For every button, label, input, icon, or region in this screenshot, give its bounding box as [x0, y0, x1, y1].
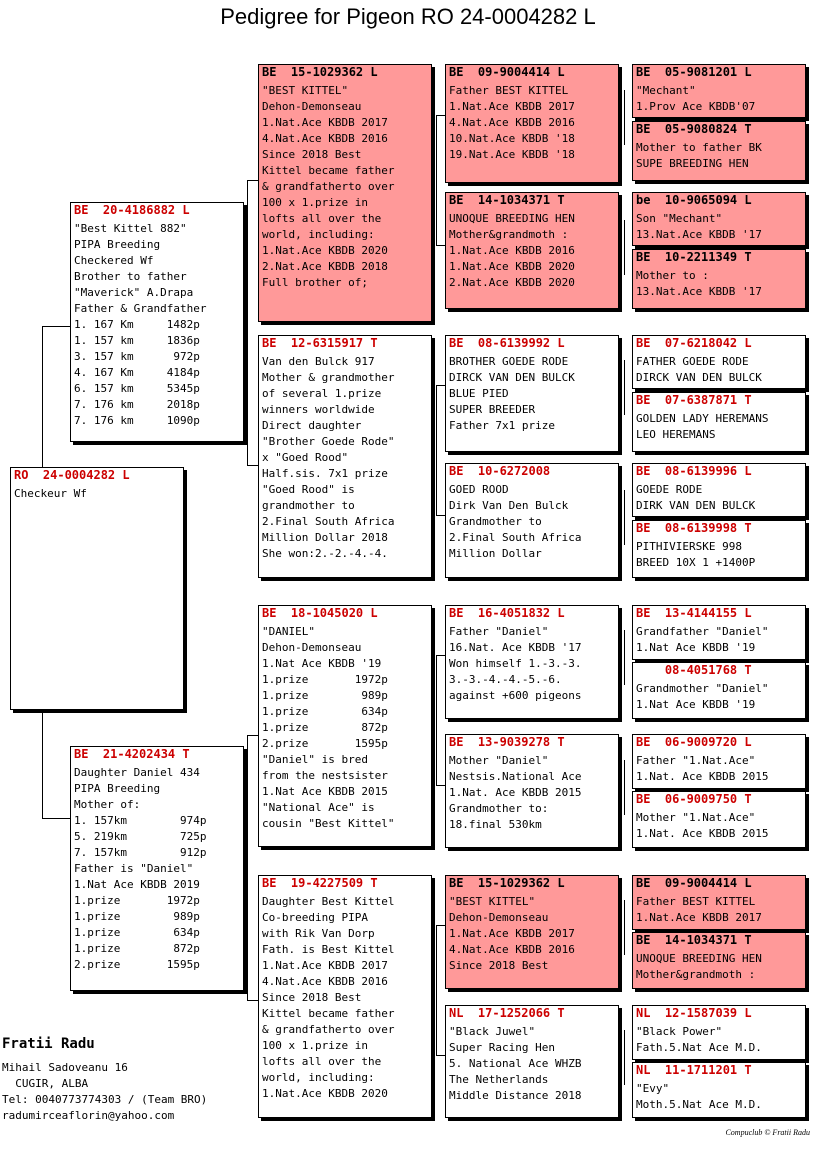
- card-notes: [446, 750, 618, 833]
- note-line: Brother to father: [74, 270, 187, 283]
- note-line: PIPA Breeding: [74, 782, 161, 795]
- note-line: 1.Prov Ace KBDB'07: [636, 100, 756, 113]
- note-line: Mother to father BK: [636, 141, 762, 154]
- note-line: from the nestsister: [262, 769, 388, 782]
- note-line: 1.Nat.Ace KBDB 2016: [449, 244, 575, 257]
- ring-number: BE 14-1034371 T: [449, 193, 565, 207]
- great-great-grandparent-card[interactable]: [632, 121, 806, 181]
- great-grandparent-card[interactable]: [445, 1005, 619, 1118]
- note-line: Grandmother to:: [449, 802, 549, 815]
- note-line: Middle Distance 2018: [449, 1089, 582, 1102]
- note-line: Full brother of;: [262, 276, 368, 289]
- connector-line: [436, 115, 437, 245]
- note-line: GOED ROOD: [449, 483, 509, 496]
- connector-line: [436, 245, 445, 246]
- ring-number: BE 15-1029362 L: [449, 876, 565, 890]
- ring-number: BE 15-1029362 L: [262, 65, 378, 79]
- subject-pigeon-card[interactable]: [10, 467, 184, 710]
- card-notes: [633, 891, 805, 926]
- ring-number: BE 18-1045020 L: [262, 606, 378, 620]
- note-line: 1.prize 634p: [262, 705, 388, 718]
- owner-phone: Tel: 0040773774303 / (Team BRO): [2, 1093, 208, 1106]
- note-line: FATHER GOEDE RODE: [636, 355, 749, 368]
- card-notes: [633, 351, 805, 386]
- note-line: Mother "1.Nat.Ace": [636, 811, 756, 824]
- connector-line: [247, 180, 258, 181]
- card-notes: [446, 80, 618, 163]
- note-line: & grandfatherto over: [262, 1023, 395, 1036]
- connector-line: [42, 326, 70, 327]
- ring-number: BE 20-4186882 L: [74, 203, 190, 217]
- connector-line: [436, 925, 445, 926]
- note-line: Fath.5.Nat Ace M.D.: [636, 1041, 762, 1054]
- note-line: Mother & grandmother: [262, 371, 395, 384]
- note-line: 13.Nat.Ace KBDB '17: [636, 228, 762, 241]
- ring-number: BE 13-4144155 L: [636, 606, 752, 620]
- note-line: Won himself 1.-3.-3.: [449, 657, 582, 670]
- connector-line: [436, 385, 437, 515]
- note-line: of several 1.prize: [262, 387, 382, 400]
- card-notes: [11, 483, 183, 502]
- great-grandparent-card[interactable]: [445, 605, 619, 719]
- note-line: 1.Nat Ace KBDB '19: [636, 698, 756, 711]
- ring-number: BE 05-9080824 T: [636, 122, 752, 136]
- great-grandparent-card[interactable]: [445, 734, 619, 848]
- note-line: 1.Nat.Ace KBDB 2017: [262, 116, 388, 129]
- connector-line: [624, 900, 625, 955]
- card-notes: [633, 948, 805, 983]
- note-line: "Maverick" A.Drapa: [74, 286, 194, 299]
- maternal-grandmother-card[interactable]: [258, 875, 432, 1118]
- note-line: "Goed Rood" is: [262, 483, 355, 496]
- note-line: Fath. is Best Kittel: [262, 943, 395, 956]
- note-line: grandmother to: [262, 499, 355, 512]
- card-notes: [446, 621, 618, 704]
- note-line: Since 2018 Best: [262, 148, 362, 161]
- connector-line: [247, 180, 248, 465]
- note-line: winners worldwide: [262, 403, 375, 416]
- note-line: 3.-3.-4.-4.-5.-6.: [449, 673, 562, 686]
- note-line: Moth.5.Nat Ace M.D.: [636, 1098, 762, 1111]
- great-great-grandparent-card[interactable]: [632, 392, 806, 452]
- note-line: GOEDE RODE: [636, 483, 703, 496]
- great-great-grandparent-card[interactable]: [632, 1062, 806, 1118]
- note-line: "DANIEL": [262, 625, 315, 638]
- note-line: 5. 219km 725p: [74, 830, 207, 843]
- note-line: PIPA Breeding: [74, 238, 161, 251]
- note-line: lofts all over the: [262, 212, 382, 225]
- great-great-grandparent-card[interactable]: [632, 463, 806, 517]
- note-line: DIRCK VAN DEN BULCK: [449, 371, 575, 384]
- note-line: Dehon-Demonseau: [262, 100, 362, 113]
- note-line: 7. 157km 912p: [74, 846, 207, 859]
- note-line: Father 7x1 prize: [449, 419, 555, 432]
- card-notes: [633, 750, 805, 785]
- father-card[interactable]: [70, 202, 244, 442]
- connector-line: [624, 490, 625, 545]
- note-line: Grandfather "Daniel": [636, 625, 769, 638]
- note-line: Direct daughter: [262, 419, 362, 432]
- great-great-grandparent-card[interactable]: [632, 64, 806, 118]
- note-line: "National Ace" is: [262, 801, 375, 814]
- note-line: 1. 157 km 1836p: [74, 334, 200, 347]
- great-grandparent-card[interactable]: [445, 335, 619, 452]
- note-line: against +600 pigeons: [449, 689, 582, 702]
- ring-number: NL 11-1711201 T: [636, 1063, 752, 1077]
- note-line: 1.Nat Ace KBDB 2015: [262, 785, 388, 798]
- note-line: Dehon-Demonseau: [262, 641, 362, 654]
- note-line: UNOQUE BREEDING HEN: [449, 212, 575, 225]
- note-line: She won:2.-2.-4.-4.: [262, 547, 388, 560]
- ring-number: BE 07-6387871 T: [636, 393, 752, 407]
- note-line: Mother&grandmoth :: [449, 228, 569, 241]
- card-notes: [446, 1021, 618, 1104]
- note-line: x "Goed Rood": [262, 451, 349, 464]
- note-line: 4.Nat.Ace KBDB 2016: [449, 943, 575, 956]
- card-notes: [446, 351, 618, 434]
- note-line: 1.Nat Ace KBDB '19: [636, 641, 756, 654]
- note-line: Grandmother to: [449, 515, 542, 528]
- note-line: 100 x 1.prize in: [262, 196, 368, 209]
- note-line: 3. 157 km 972p: [74, 350, 200, 363]
- card-notes: [259, 621, 431, 832]
- note-line: "Black Power": [636, 1025, 723, 1038]
- ring-number: BE 16-4051832 L: [449, 606, 565, 620]
- ring-number: BE 14-1034371 T: [636, 933, 752, 947]
- ring-number: BE 19-4227509 T: [262, 876, 378, 890]
- card-notes: [633, 678, 805, 713]
- paternal-grandfather-card[interactable]: [258, 64, 432, 322]
- note-line: Dehon-Demonseau: [449, 911, 549, 924]
- card-notes: [446, 479, 618, 562]
- owner-address-line1: Mihail Sadoveanu 16: [2, 1061, 128, 1074]
- note-line: The Netherlands: [449, 1073, 549, 1086]
- note-line: 4. 167 Km 4184p: [74, 366, 200, 379]
- connector-line: [624, 220, 625, 275]
- note-line: 2.Final South Africa: [262, 515, 395, 528]
- note-line: Since 2018 Best: [262, 991, 362, 1004]
- connector-line: [247, 735, 248, 1000]
- great-grandparent-card[interactable]: [445, 875, 619, 989]
- note-line: BREED 10X 1 +1400P: [636, 556, 756, 569]
- note-line: 4.Nat.Ace KBDB 2016: [449, 116, 575, 129]
- note-line: "Black Juwel": [449, 1025, 536, 1038]
- connector-line: [436, 925, 437, 1055]
- great-great-grandparent-card[interactable]: [632, 249, 806, 309]
- note-line: "BEST KITTEL": [449, 895, 536, 908]
- card-notes: [633, 807, 805, 842]
- card-notes: [633, 621, 805, 656]
- note-line: BLUE PIED: [449, 387, 509, 400]
- note-line: GOLDEN LADY HEREMANS: [636, 412, 769, 425]
- great-great-grandparent-card[interactable]: [632, 335, 806, 389]
- note-line: 10.Nat.Ace KBDB '18: [449, 132, 575, 145]
- ring-number: BE 09-9004414 L: [449, 65, 565, 79]
- connector-line: [624, 90, 625, 145]
- note-line: 2.Final South Africa: [449, 531, 582, 544]
- card-notes: [633, 137, 805, 172]
- note-line: Checkered Wf: [74, 254, 154, 267]
- note-line: 7. 176 km 2018p: [74, 398, 200, 411]
- great-great-grandparent-card[interactable]: [632, 875, 806, 930]
- card-notes: [633, 1021, 805, 1056]
- connector-line: [436, 1055, 445, 1056]
- note-line: 1.Nat.Ace KBDB 2017: [449, 927, 575, 940]
- note-line: 1.Nat.Ace KBDB 2017: [449, 100, 575, 113]
- ring-number: BE 09-9004414 L: [636, 876, 752, 890]
- note-line: 19.Nat.Ace KBDB '18: [449, 148, 575, 161]
- note-line: UNOQUE BREEDING HEN: [636, 952, 762, 965]
- card-notes: [633, 1078, 805, 1113]
- ring-number: BE 12-6315917 T: [262, 336, 378, 350]
- ring-number: BE 07-6218042 L: [636, 336, 752, 350]
- card-notes: [259, 891, 431, 1102]
- ring-number: BE 08-6139992 L: [449, 336, 565, 350]
- note-line: 1. 167 Km 1482p: [74, 318, 200, 331]
- note-line: 6. 157 km 5345p: [74, 382, 200, 395]
- ring-number: BE 10-6272008: [449, 464, 551, 478]
- note-line: Mother of:: [74, 798, 141, 811]
- note-line: 1.prize 1972p: [74, 894, 200, 907]
- great-grandparent-card[interactable]: [445, 64, 619, 183]
- note-line: 1.prize 872p: [262, 721, 388, 734]
- great-great-grandparent-card[interactable]: [632, 1005, 806, 1060]
- note-line: 1.prize 872p: [74, 942, 200, 955]
- connector-line: [42, 818, 70, 819]
- note-line: Million Dollar: [449, 547, 542, 560]
- note-line: 1.Nat. Ace KBDB 2015: [636, 770, 769, 783]
- footer-credit: Compuclub © Fratii Radu: [725, 1128, 810, 1137]
- connector-line: [436, 115, 445, 116]
- great-great-grandparent-card[interactable]: [632, 520, 806, 578]
- note-line: Super Racing Hen: [449, 1041, 555, 1054]
- note-line: Kittel became father: [262, 1007, 395, 1020]
- note-line: DIRCK VAN DEN BULCK: [636, 371, 762, 384]
- note-line: 4.Nat.Ace KBDB 2016: [262, 975, 388, 988]
- note-line: "Brother Goede Rode": [262, 435, 395, 448]
- connector-line: [247, 465, 258, 466]
- connector-line: [42, 326, 43, 468]
- note-line: 1.Nat Ace KBDB '19: [262, 657, 382, 670]
- great-great-grandparent-card[interactable]: [632, 932, 806, 989]
- note-line: Daughter Daniel 434: [74, 766, 200, 779]
- note-line: 7. 176 km 1090p: [74, 414, 200, 427]
- note-line: DIRK VAN DEN BULCK: [636, 499, 756, 512]
- connector-line: [436, 655, 445, 656]
- page-title: Pedigree for Pigeon RO 24-0004282 L: [220, 4, 596, 29]
- card-notes: [259, 351, 431, 562]
- note-line: "Best Kittel 882": [74, 222, 187, 235]
- note-line: Million Dollar 2018: [262, 531, 388, 544]
- card-notes: [446, 208, 618, 291]
- note-line: 1.prize 1972p: [262, 673, 388, 686]
- card-notes: [446, 891, 618, 974]
- note-line: 1.Nat. Ace KBDB 2015: [636, 827, 769, 840]
- note-line: Father BEST KITTEL: [636, 895, 756, 908]
- note-line: 1.prize 989p: [74, 910, 200, 923]
- note-line: Since 2018 Best: [449, 959, 549, 972]
- ring-number: NL 12-1587039 L: [636, 1006, 752, 1020]
- connector-line: [436, 385, 445, 386]
- note-line: 100 x 1.prize in: [262, 1039, 368, 1052]
- note-line: Mother to :: [636, 269, 709, 282]
- ring-number: BE 21-4202434 T: [74, 747, 190, 761]
- note-line: Van den Bulck 917: [262, 355, 375, 368]
- note-line: SUPE BREEDING HEN: [636, 157, 749, 170]
- paternal-grandmother-card[interactable]: [258, 335, 432, 578]
- note-line: Mother&grandmoth :: [636, 968, 756, 981]
- note-line: BROTHER GOEDE RODE: [449, 355, 569, 368]
- ring-number: BE 06-9009750 T: [636, 792, 752, 806]
- note-line: SUPER BREEDER: [449, 403, 536, 416]
- note-line: 1.Nat.Ace KBDB 2017: [262, 959, 388, 972]
- note-line: 1.Nat.Ace KBDB 2020: [262, 244, 388, 257]
- note-line: Mother "Daniel": [449, 754, 549, 767]
- card-notes: [633, 408, 805, 443]
- note-line: Father "Daniel": [449, 625, 549, 638]
- note-line: Checkeur Wf: [14, 487, 87, 500]
- note-line: lofts all over the: [262, 1055, 382, 1068]
- note-line: 1.Nat. Ace KBDB 2015: [449, 786, 582, 799]
- owner-email[interactable]: radumirceaflorin@yahoo.com: [2, 1109, 175, 1122]
- great-great-grandparent-card[interactable]: [632, 192, 806, 246]
- note-line: 1.prize 634p: [74, 926, 200, 939]
- note-line: 13.Nat.Ace KBDB '17: [636, 285, 762, 298]
- great-great-grandparent-card[interactable]: [632, 734, 806, 789]
- note-line: world, including:: [262, 1071, 375, 1084]
- note-line: 1.Nat Ace KBDB 2019: [74, 878, 200, 891]
- connector-line: [624, 360, 625, 415]
- connector-line: [624, 1030, 625, 1085]
- note-line: Son "Mechant": [636, 212, 723, 225]
- ring-number: be 10-9065094 L: [636, 193, 752, 207]
- note-line: Nestsis.National Ace: [449, 770, 582, 783]
- ring-number: RO 24-0004282 L: [14, 468, 130, 482]
- card-notes: [633, 208, 805, 243]
- card-notes: [633, 80, 805, 115]
- note-line: 1. 157km 974p: [74, 814, 207, 827]
- note-line: Dirk Van Den Bulck: [449, 499, 569, 512]
- note-line: 2.Nat.Ace KBDB 2018: [262, 260, 388, 273]
- note-line: & grandfatherto over: [262, 180, 395, 193]
- great-great-grandparent-card[interactable]: [632, 662, 806, 719]
- ring-number: BE 13-9039278 T: [449, 735, 565, 749]
- card-notes: [71, 762, 243, 973]
- note-line: with Rik Van Dorp: [262, 927, 375, 940]
- ring-number: BE 08-6139998 T: [636, 521, 752, 535]
- connector-line: [436, 785, 445, 786]
- note-line: "Mechant": [636, 84, 696, 97]
- card-notes: [633, 265, 805, 300]
- note-line: 5. National Ace WHZB: [449, 1057, 582, 1070]
- card-notes: [71, 218, 243, 429]
- connector-line: [436, 515, 445, 516]
- note-line: 1.Nat.Ace KBDB 2017: [636, 911, 762, 924]
- note-line: 2.prize 1595p: [74, 958, 200, 971]
- note-line: Co-breeding PIPA: [262, 911, 368, 924]
- note-line: LEO HEREMANS: [636, 428, 716, 441]
- note-line: 2.prize 1595p: [262, 737, 388, 750]
- note-line: Grandmother "Daniel": [636, 682, 769, 695]
- owner-address-line2: CUGIR, ALBA: [2, 1077, 89, 1090]
- owner-name: Fratii Radu: [2, 1036, 95, 1052]
- connector-line: [624, 630, 625, 685]
- ring-number: NL 17-1252066 T: [449, 1006, 565, 1020]
- connector-line: [247, 735, 258, 736]
- ring-number: BE 06-9009720 L: [636, 735, 752, 749]
- mother-card[interactable]: [70, 746, 244, 991]
- card-notes: [259, 80, 431, 291]
- note-line: world, including:: [262, 228, 375, 241]
- note-line: 18.final 530km: [449, 818, 542, 831]
- great-grandparent-card[interactable]: [445, 463, 619, 578]
- note-line: 2.Nat.Ace KBDB 2020: [449, 276, 575, 289]
- note-line: 16.Nat. Ace KBDB '17: [449, 641, 582, 654]
- card-notes: [633, 479, 805, 514]
- note-line: cousin "Best Kittel": [262, 817, 395, 830]
- connector-line: [436, 655, 437, 785]
- note-line: 4.Nat.Ace KBDB 2016: [262, 132, 388, 145]
- ring-number: 08-4051768 T: [636, 663, 752, 677]
- connector-line: [42, 710, 43, 818]
- note-line: 1.Nat.Ace KBDB 2020: [449, 260, 575, 273]
- note-line: 1.prize 989p: [262, 689, 388, 702]
- note-line: Father "1.Nat.Ace": [636, 754, 756, 767]
- note-line: Father BEST KITTEL: [449, 84, 569, 97]
- connector-line: [247, 1000, 258, 1001]
- maternal-grandfather-card[interactable]: [258, 605, 432, 847]
- note-line: PITHIVIERSKE 998: [636, 540, 742, 553]
- great-grandparent-card[interactable]: [445, 192, 619, 309]
- note-line: Father & Grandfather: [74, 302, 207, 315]
- ring-number: BE 05-9081201 L: [636, 65, 752, 79]
- note-line: Father is "Daniel": [74, 862, 194, 875]
- note-line: Half.sis. 7x1 prize: [262, 467, 388, 480]
- note-line: 1.Nat.Ace KBDB 2020: [262, 1087, 388, 1100]
- note-line: Kittel became father: [262, 164, 395, 177]
- note-line: "Daniel" is bred: [262, 753, 368, 766]
- note-line: Daughter Best Kittel: [262, 895, 395, 908]
- connector-line: [624, 760, 625, 815]
- ring-number: BE 08-6139996 L: [636, 464, 752, 478]
- ring-number: BE 10-2211349 T: [636, 250, 752, 264]
- note-line: "Evy": [636, 1082, 670, 1095]
- great-great-grandparent-card[interactable]: [632, 605, 806, 660]
- great-great-grandparent-card[interactable]: [632, 791, 806, 848]
- card-notes: [633, 536, 805, 571]
- note-line: "BEST KITTEL": [262, 84, 349, 97]
